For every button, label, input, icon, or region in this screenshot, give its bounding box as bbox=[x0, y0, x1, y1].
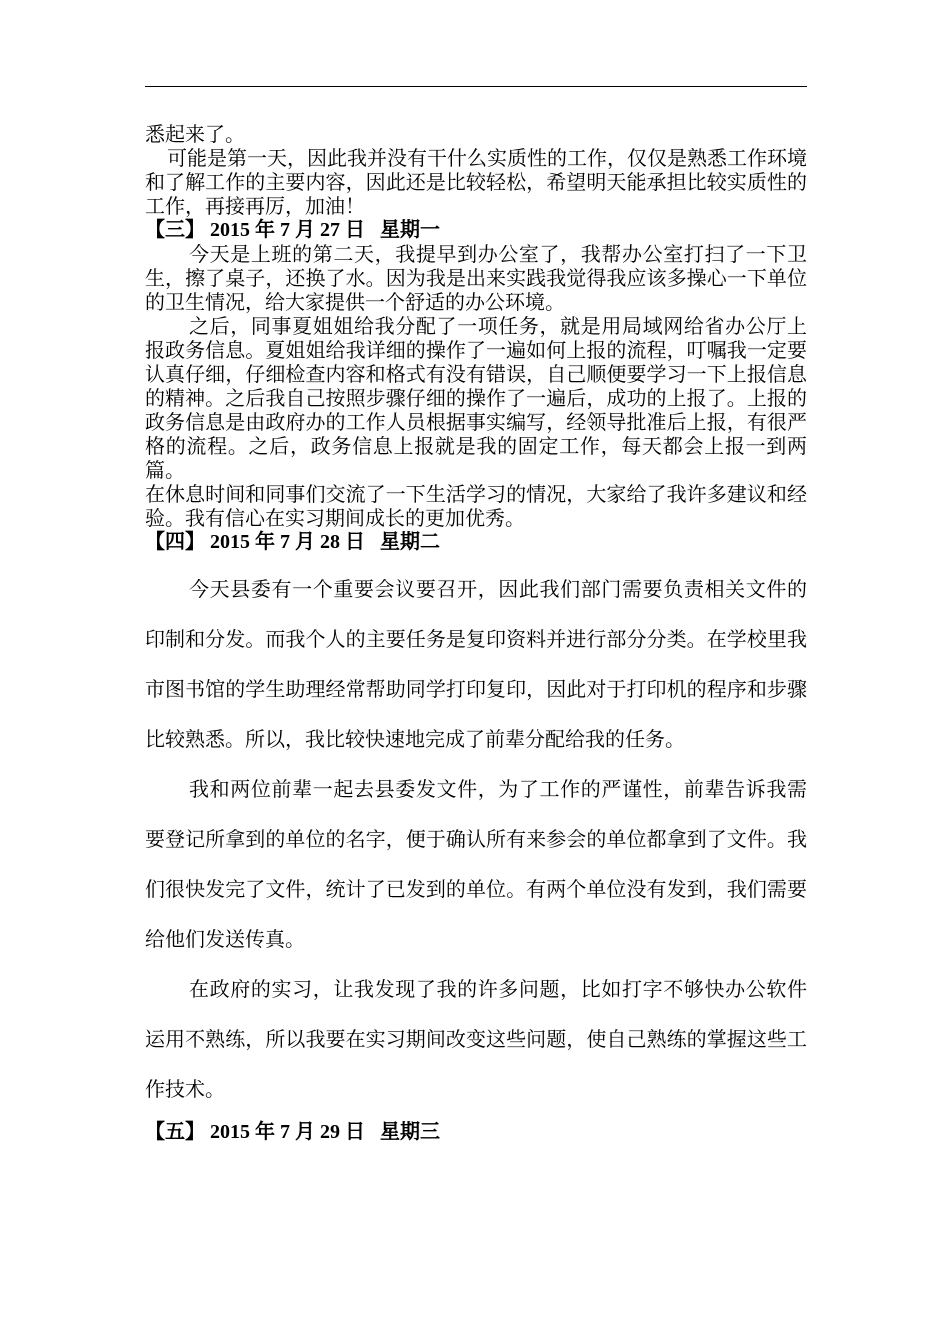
continued-paragraph: 悉起来了。 bbox=[145, 122, 245, 146]
entry-heading-four: 【四】 2015 年 7 月 28 日 星期二 bbox=[145, 531, 440, 553]
day-four-paragraph-2: 我和两位前辈一起去县委发文件，为了工作的严谨性，前辈告诉我需要登记所拿到的单位的名字，便于确认所有来参会的单位都拿到了文件。我们很快发完了文件，统计了已发到的单位。有两个单位没有发到，我们需要给他们发送传真。 bbox=[145, 777, 807, 951]
header-rule bbox=[145, 86, 807, 87]
entry-heading-three: 【三】 2015 年 7 月 27 日 星期一 bbox=[145, 219, 440, 241]
entry-heading-five: 【五】 2015 年 7 月 29 日 星期三 bbox=[145, 1121, 440, 1143]
document-body bbox=[145, 122, 807, 1144]
diary-section-day-four bbox=[145, 564, 807, 1114]
day-three-paragraph-3: 在休息时间和同事们交流了一下生活学习的情况，大家给了我许多建议和经验。我有信心在实习期间成长的更加优秀。 bbox=[145, 482, 807, 530]
day-three-paragraph-1: 今天是上班的第二天，我提早到办公室了，我帮办公室打扫了一下卫生，擦了桌子，还换了水。因为我是出来实践我觉得我应该多操心一下单位的卫生情况，给大家提供一个舒适的办公环境。 bbox=[145, 242, 807, 314]
day-four-paragraph-1: 今天县委有一个重要会议要召开，因此我们部门需要负责相关文件的印制和分发。而我个人的主要任务是复印资料并进行部分分类。在学校里我市图书馆的学生助理经常帮助同学打印复印，因此对于打印机的程序和步骤比较熟悉。所以，我比较快速地完成了前辈分配给我的任务。 bbox=[145, 577, 807, 751]
day-four-paragraph-3: 在政府的实习，让我发现了我的许多问题，比如打字不够快办公软件运用不熟练，所以我要在实习期间改变这些问题，使自己熟练的掌握这些工作技术。 bbox=[145, 977, 807, 1101]
diary-section-top bbox=[145, 122, 807, 554]
day-three-paragraph-2: 之后，同事夏姐姐给我分配了一项任务，就是用局域网给省办公厅上报政务信息。夏姐姐给我详细的操作了一遍如何上报的流程，叮嘱我一定要认真仔细，仔细检查内容和格式有没有错误，自己顺便要学习一下上报信息的精神。之后我自己按照步骤仔细的操作了一遍后，成功的上报了。上报的政务信息是由政府办的工作人员根据事实编写，经领导批准后上报，有很严格的流程。之后，政务信息上报就是我的固定工作，每天都会上报一到两篇。 bbox=[145, 314, 807, 482]
day-one-closing-paragraph: 可能是第一天，因此我并没有干什么实质性的工作，仅仅是熟悉工作环境和了解工作的主要内容，因此还是比较轻松，希望明天能承担比较实质性的工作，再接再厉，加油！ bbox=[145, 146, 807, 218]
